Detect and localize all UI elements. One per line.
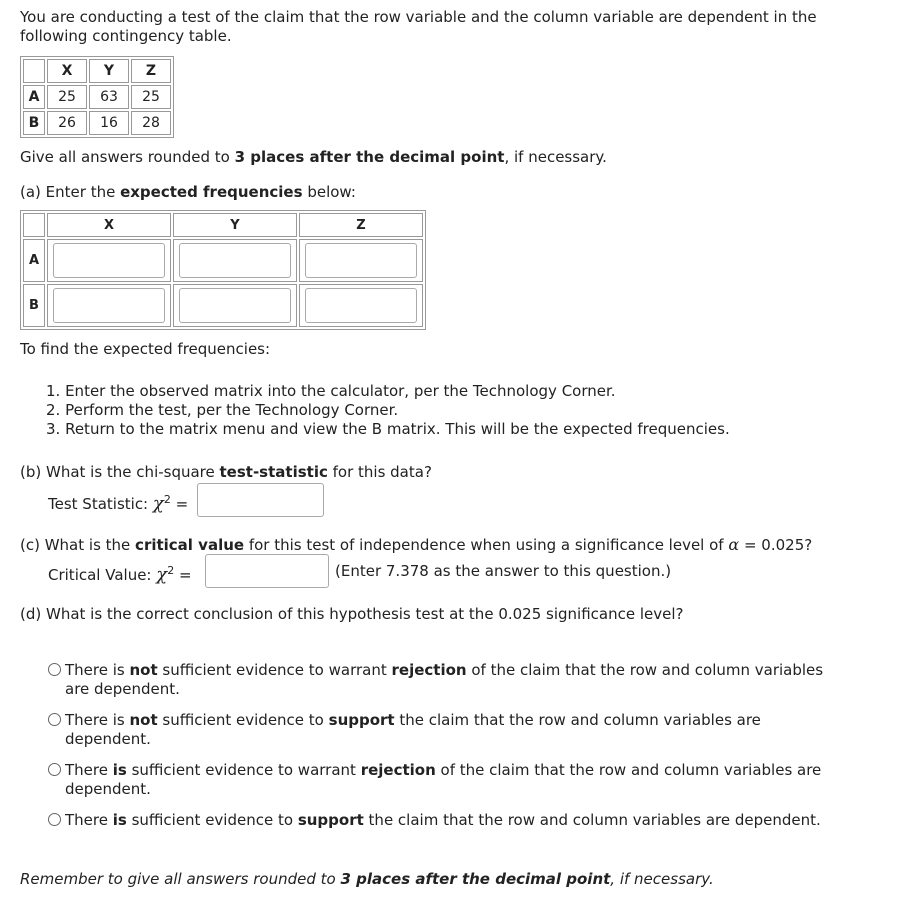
expected-input-a-x[interactable]	[53, 243, 165, 278]
expected-row-header: A	[23, 239, 45, 282]
part-d-prompt: (d) What is the correct conclusion of this hypothesis test at the 0.025 significance level?	[20, 605, 684, 623]
intro-text: You are conducting a test of the claim that the row variable and the column variable are dependent in the following contingency table.	[20, 8, 817, 45]
observed-cell: 28	[131, 111, 171, 135]
expected-row-header: B	[23, 284, 45, 327]
observed-row-header: B	[23, 111, 45, 135]
observed-cell: 26	[47, 111, 87, 135]
observed-cell: 25	[47, 85, 87, 109]
observed-row-header: A	[23, 85, 45, 109]
observed-col-header: Z	[131, 59, 171, 83]
option-4[interactable]: There is sufficient evidence to support the claim that the row and column variables are dependent.	[48, 811, 828, 830]
radio-button[interactable]	[48, 663, 61, 676]
critical-value-hint: (Enter 7.378 as the answer to this question.)	[335, 562, 672, 580]
expected-corner	[23, 213, 45, 237]
radio-button[interactable]	[48, 763, 61, 776]
expected-input-b-x[interactable]	[53, 288, 165, 323]
expected-col-header: Z	[299, 213, 423, 237]
option-2[interactable]: There is not sufficient evidence to support the claim that the row and column variables are dependent.	[48, 711, 828, 749]
expected-table	[20, 210, 426, 330]
observed-cell: 63	[89, 85, 129, 109]
step-item: 3. Return to the matrix menu and view the B matrix. This will be the expected frequencies.	[46, 420, 730, 438]
find-expected-heading: To find the expected frequencies:	[20, 340, 271, 358]
rounding-instruction: Give all answers rounded to 3 places after the decimal point, if necessary.	[20, 148, 607, 166]
option-1[interactable]: There is not sufficient evidence to warrant rejection of the claim that the row and column variables are dependent.	[48, 661, 828, 699]
part-b-prompt: (b) What is the chi-square test-statistic for this data?	[20, 463, 432, 481]
test-statistic-label: Test Statistic: $\chi^2$ =	[48, 493, 189, 514]
option-3[interactable]: There is sufficient evidence to warrant rejection of the claim that the row and column variables are dependent.	[48, 761, 828, 799]
step-item: 1. Enter the observed matrix into the calculator, per the Technology Corner.	[46, 382, 616, 400]
expected-input-b-y[interactable]	[179, 288, 291, 323]
observed-col-header: X	[47, 59, 87, 83]
observed-cell: 16	[89, 111, 129, 135]
observed-table	[20, 56, 174, 138]
steps-list	[46, 382, 730, 439]
radio-button[interactable]	[48, 813, 61, 826]
chi-symbol: χ	[152, 493, 164, 514]
expected-input-a-z[interactable]	[305, 243, 417, 278]
part-a-prompt: (a) Enter the expected frequencies below:	[20, 183, 356, 201]
observed-corner	[23, 59, 45, 83]
observed-cell: 25	[131, 85, 171, 109]
test-statistic-input[interactable]	[197, 483, 324, 517]
expected-input-a-y[interactable]	[179, 243, 291, 278]
chi-symbol: χ	[156, 564, 168, 585]
critical-value-input[interactable]	[205, 554, 329, 588]
expected-col-header: X	[47, 213, 171, 237]
radio-button[interactable]	[48, 713, 61, 726]
critical-value-label: Critical Value: $\chi^2$ =	[48, 564, 192, 585]
expected-col-header: Y	[173, 213, 297, 237]
observed-col-header: Y	[89, 59, 129, 83]
part-c-prompt: (c) What is the critical value for this test of independence when using a significance level of α = 0.025?	[20, 535, 813, 554]
expected-input-b-z[interactable]	[305, 288, 417, 323]
reminder-text: Remember to give all answers rounded to 3 places after the decimal point, if necessary.	[20, 870, 714, 888]
step-item: 2. Perform the test, per the Technology Corner.	[46, 401, 399, 419]
